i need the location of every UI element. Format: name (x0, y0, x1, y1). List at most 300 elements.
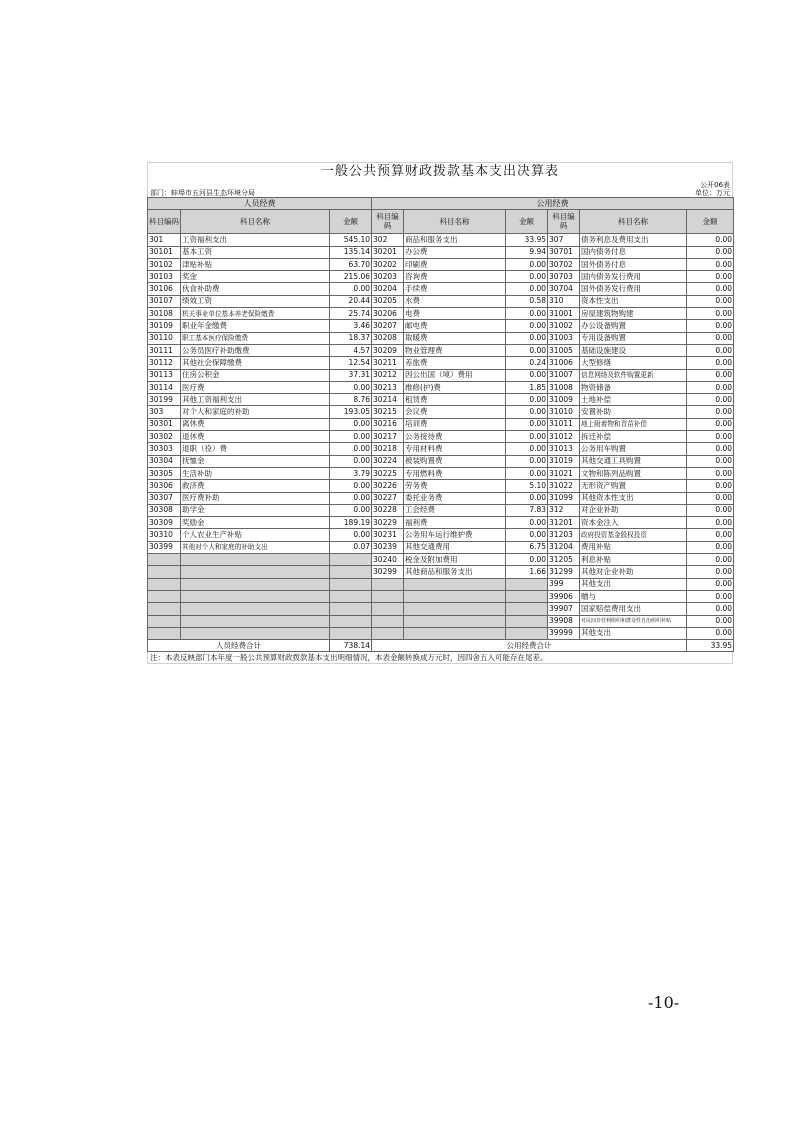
capital-amount-cell: 0.00 (687, 480, 734, 492)
capital-name-cell: 国外债务发行费用 (580, 283, 687, 295)
capital-name-cell: 其他交通工具购置 (580, 455, 687, 467)
capital-name-cell: 国内债务付息 (580, 246, 687, 258)
goods-code-cell: 30225 (372, 467, 404, 479)
capital-name-cell: 赠与 (580, 590, 687, 602)
capital-name-cell: 费用补贴 (580, 541, 687, 553)
goods-name-cell: 租赁费 (404, 394, 506, 406)
capital-amount-cell: 0.00 (687, 529, 734, 541)
goods-amount-cell: 0.00 (506, 332, 548, 344)
personnel-name-cell: 其他社会保障缴费 (181, 357, 330, 369)
goods-code-cell: 30206 (372, 308, 404, 320)
goods-name-cell (404, 627, 506, 639)
personnel-code-cell: 30309 (148, 517, 181, 529)
personnel-total-label: 人员经费合计 (148, 640, 330, 652)
personnel-name-cell: 生活补助 (181, 467, 330, 479)
personnel-amount-cell: 0.00 (330, 418, 372, 430)
table-row (148, 308, 734, 320)
capital-code-cell: 31205 (548, 554, 580, 566)
goods-code-cell: 30229 (372, 517, 404, 529)
personnel-amount-cell: 0.00 (330, 283, 372, 295)
personnel-code-cell: 30301 (148, 418, 181, 430)
personnel-name-cell: 抚恤金 (181, 455, 330, 467)
personnel-amount-cell: 135.14 (330, 246, 372, 258)
capital-name-cell: 土地补偿 (580, 394, 687, 406)
personnel-code-cell: 30109 (148, 320, 181, 332)
personnel-code-cell: 30308 (148, 504, 181, 516)
col-header-code: 科目编码 (548, 210, 580, 234)
capital-amount-cell: 0.00 (687, 492, 734, 504)
expenditure-sheet (147, 162, 733, 664)
goods-amount-cell (506, 615, 548, 627)
goods-amount-cell: 0.58 (506, 295, 548, 307)
capital-amount-cell: 0.00 (687, 590, 734, 602)
capital-name-cell: 公务用车购置 (580, 443, 687, 455)
personnel-name-cell: 医疗费补助 (181, 492, 330, 504)
personnel-name-cell: 住房公积金 (181, 369, 330, 381)
capital-name-cell: 国外债务付息 (580, 258, 687, 270)
goods-amount-cell: 1.66 (506, 566, 548, 578)
table-row (148, 283, 734, 295)
goods-code-cell: 30209 (372, 344, 404, 356)
capital-code-cell: 39907 (548, 603, 580, 615)
goods-name-cell (404, 578, 506, 590)
personnel-name-cell (181, 627, 330, 639)
capital-code-cell: 31008 (548, 381, 580, 393)
personnel-code-cell: 30307 (148, 492, 181, 504)
table-row (148, 431, 734, 443)
goods-code-cell: 30211 (372, 357, 404, 369)
personnel-code-cell: 30399 (148, 541, 181, 553)
personnel-amount-cell (330, 578, 372, 590)
capital-code-cell: 310 (548, 295, 580, 307)
capital-amount-cell: 0.00 (687, 566, 734, 578)
table-row (148, 320, 734, 332)
goods-code-cell (372, 590, 404, 602)
goods-amount-cell: 5.10 (506, 480, 548, 492)
capital-code-cell: 31022 (548, 480, 580, 492)
goods-amount-cell: 0.00 (506, 455, 548, 467)
table-row (148, 603, 734, 615)
table-row (148, 271, 734, 283)
personnel-name-cell: 其他工资福利支出 (181, 394, 330, 406)
personnel-name-cell: 助学金 (181, 504, 330, 516)
personnel-name-cell: 伙食补助费 (181, 283, 330, 295)
capital-name-cell: 国内债务发行费用 (580, 271, 687, 283)
capital-amount-cell: 0.00 (687, 308, 734, 320)
personnel-amount-cell: 0.00 (330, 504, 372, 516)
goods-amount-cell: 0.00 (506, 418, 548, 430)
goods-code-cell: 30205 (372, 295, 404, 307)
goods-name-cell: 被装购置费 (404, 455, 506, 467)
col-header-amount: 金额 (506, 210, 548, 234)
personnel-code-cell: 30199 (148, 394, 181, 406)
goods-amount-cell: 1.85 (506, 381, 548, 393)
personnel-amount-cell: 0.00 (330, 431, 372, 443)
capital-name-cell: 其他资本性支出 (580, 492, 687, 504)
personnel-code-cell: 30303 (148, 443, 181, 455)
personnel-amount-cell: 3.79 (330, 467, 372, 479)
capital-code-cell: 31003 (548, 332, 580, 344)
goods-name-cell: 手续费 (404, 283, 506, 295)
table-row (148, 566, 734, 578)
personnel-amount-cell: 0.00 (330, 443, 372, 455)
goods-name-cell: 电费 (404, 308, 506, 320)
table-row (148, 455, 734, 467)
goods-code-cell: 30216 (372, 418, 404, 430)
goods-name-cell (404, 603, 506, 615)
goods-code-cell: 30218 (372, 443, 404, 455)
capital-code-cell: 31019 (548, 455, 580, 467)
goods-amount-cell: 0.00 (506, 344, 548, 356)
goods-code-cell: 30213 (372, 381, 404, 393)
personnel-name-cell: 工资福利支出 (181, 234, 330, 246)
personnel-amount-cell (330, 615, 372, 627)
goods-amount-cell: 7.83 (506, 504, 548, 516)
capital-name-cell: 无形资产购置 (580, 480, 687, 492)
col-header-amount: 金额 (330, 210, 372, 234)
capital-code-cell: 31009 (548, 394, 580, 406)
col-header-name: 科目名称 (580, 210, 687, 234)
col-header-amount: 金额 (687, 210, 734, 234)
table-row (148, 480, 734, 492)
goods-name-cell: 其他交通费用 (404, 541, 506, 553)
goods-name-cell: 委托业务费 (404, 492, 506, 504)
table-row (148, 517, 734, 529)
goods-code-cell: 30226 (372, 480, 404, 492)
goods-amount-cell: 0.00 (506, 369, 548, 381)
goods-name-cell: 差旅费 (404, 357, 506, 369)
capital-amount-cell: 0.00 (687, 431, 734, 443)
personnel-name-cell: 职工基本医疗保险缴费 (181, 332, 330, 344)
goods-name-cell: 公务接待费 (404, 431, 506, 443)
capital-code-cell: 31021 (548, 467, 580, 479)
capital-amount-cell: 0.00 (687, 554, 734, 566)
table-row (148, 332, 734, 344)
goods-amount-cell: 0.00 (506, 492, 548, 504)
goods-name-cell: 印刷费 (404, 258, 506, 270)
personnel-amount-cell: 215.06 (330, 271, 372, 283)
goods-amount-cell: 0.00 (506, 308, 548, 320)
goods-code-cell: 30299 (372, 566, 404, 578)
capital-name-cell: 资本金注入 (580, 517, 687, 529)
goods-amount-cell (506, 578, 548, 590)
goods-name-cell (404, 615, 506, 627)
capital-code-cell: 31299 (548, 566, 580, 578)
capital-code-cell: 399 (548, 578, 580, 590)
table-row (148, 627, 734, 639)
goods-amount-cell: 0.00 (506, 394, 548, 406)
capital-amount-cell: 0.00 (687, 406, 734, 418)
goods-code-cell: 30208 (372, 332, 404, 344)
table-row (148, 295, 734, 307)
personnel-amount-cell (330, 590, 372, 602)
goods-name-cell: 专用燃料费 (404, 467, 506, 479)
capital-code-cell: 312 (548, 504, 580, 516)
unit-label: 单位：万元 (695, 189, 730, 197)
goods-code-cell: 302 (372, 234, 404, 246)
goods-name-cell: 物业管理费 (404, 344, 506, 356)
goods-amount-cell: 0.00 (506, 517, 548, 529)
table-row (148, 578, 734, 590)
personnel-name-cell (181, 578, 330, 590)
goods-code-cell (372, 603, 404, 615)
goods-amount-cell: 6.75 (506, 541, 548, 553)
personnel-amount-cell: 0.00 (330, 381, 372, 393)
capital-amount-cell: 0.00 (687, 443, 734, 455)
goods-code-cell (372, 627, 404, 639)
personnel-code-cell (148, 603, 181, 615)
department-label: 部门：蚌埠市五河县生态环境分局 (150, 189, 255, 197)
capital-amount-cell: 0.00 (687, 344, 734, 356)
personnel-amount-cell: 25.74 (330, 308, 372, 320)
personnel-code-cell (148, 590, 181, 602)
capital-name-cell: 地上附着物和青苗补偿 (580, 418, 687, 430)
personnel-code-cell (148, 566, 181, 578)
personnel-name-cell: 离休费 (181, 418, 330, 430)
capital-code-cell: 31002 (548, 320, 580, 332)
capital-name-cell: 办公设备购置 (580, 320, 687, 332)
personnel-code-cell (148, 627, 181, 639)
capital-code-cell: 31203 (548, 529, 580, 541)
personnel-amount-cell: 8.76 (330, 394, 372, 406)
personnel-code-cell (148, 554, 181, 566)
goods-code-cell: 30224 (372, 455, 404, 467)
personnel-code-cell: 301 (148, 234, 181, 246)
table-row (148, 504, 734, 516)
personnel-amount-cell: 20.44 (330, 295, 372, 307)
capital-name-cell: 拆迁补偿 (580, 431, 687, 443)
personnel-name-cell: 退休费 (181, 431, 330, 443)
personnel-amount-cell (330, 566, 372, 578)
personnel-total-value: 738.14 (330, 640, 372, 652)
personnel-name-cell: 对个人和家庭的补助 (181, 406, 330, 418)
goods-amount-cell: 9.94 (506, 246, 548, 258)
table-row (148, 357, 734, 369)
capital-amount-cell: 0.00 (687, 615, 734, 627)
goods-code-cell: 30239 (372, 541, 404, 553)
capital-code-cell: 31001 (548, 308, 580, 320)
personnel-name-cell: 奖励金 (181, 517, 330, 529)
goods-amount-cell: 0.00 (506, 258, 548, 270)
capital-amount-cell: 0.00 (687, 357, 734, 369)
goods-amount-cell: 0.00 (506, 431, 548, 443)
goods-amount-cell: 0.24 (506, 357, 548, 369)
goods-amount-cell: 0.00 (506, 529, 548, 541)
table-row (148, 529, 734, 541)
capital-name-cell: 信息网络及软件购置更新 (580, 369, 687, 381)
personnel-amount-cell: 0.00 (330, 492, 372, 504)
capital-amount-cell: 0.00 (687, 418, 734, 430)
personnel-code-cell: 30304 (148, 455, 181, 467)
capital-code-cell: 31012 (548, 431, 580, 443)
table-row (148, 541, 734, 553)
goods-code-cell: 30207 (372, 320, 404, 332)
capital-amount-cell: 0.00 (687, 295, 734, 307)
personnel-amount-cell: 37.31 (330, 369, 372, 381)
table-row (148, 615, 734, 627)
personnel-amount-cell: 0.00 (330, 529, 372, 541)
personnel-amount-cell: 4.57 (330, 344, 372, 356)
capital-amount-cell: 0.00 (687, 369, 734, 381)
personnel-code-cell: 30107 (148, 295, 181, 307)
capital-name-cell: 对企业补助 (580, 504, 687, 516)
goods-name-cell: 福利费 (404, 517, 506, 529)
capital-amount-cell: 0.00 (687, 504, 734, 516)
capital-amount-cell: 0.00 (687, 271, 734, 283)
personnel-code-cell: 30101 (148, 246, 181, 258)
table-row (148, 554, 734, 566)
personnel-code-cell (148, 578, 181, 590)
goods-code-cell: 30201 (372, 246, 404, 258)
goods-name-cell: 商品和服务支出 (404, 234, 506, 246)
goods-name-cell: 其他商品和服务支出 (404, 566, 506, 578)
goods-code-cell: 30203 (372, 271, 404, 283)
table-row (148, 381, 734, 393)
table-row (148, 234, 734, 246)
footnote: 注：本表反映部门本年度一般公共预算财政拨款基本支出明细情况，本表金额转换成万元时，因四舍五入可能存在尾差。 (147, 652, 733, 664)
personnel-amount-cell: 63.70 (330, 258, 372, 270)
personnel-name-cell: 退职（役）费 (181, 443, 330, 455)
capital-amount-cell: 0.00 (687, 627, 734, 639)
goods-name-cell: 咨询费 (404, 271, 506, 283)
goods-name-cell: 公务用车运行维护费 (404, 529, 506, 541)
personnel-name-cell: 救济费 (181, 480, 330, 492)
public-total-label: 公用经费合计 (372, 640, 687, 652)
capital-amount-cell: 0.00 (687, 517, 734, 529)
goods-amount-cell (506, 627, 548, 639)
capital-name-cell: 大型修缮 (580, 357, 687, 369)
capital-code-cell: 30704 (548, 283, 580, 295)
capital-name-cell: 其他对企业补助 (580, 566, 687, 578)
personnel-name-cell: 个人农业生产补贴 (181, 529, 330, 541)
personnel-amount-cell: 18.37 (330, 332, 372, 344)
personnel-name-cell: 基本工资 (181, 246, 330, 258)
capital-code-cell: 31005 (548, 344, 580, 356)
personnel-amount-cell: 189.19 (330, 517, 372, 529)
goods-code-cell (372, 615, 404, 627)
capital-code-cell: 31010 (548, 406, 580, 418)
goods-name-cell: 邮电费 (404, 320, 506, 332)
personnel-amount-cell: 545.10 (330, 234, 372, 246)
goods-code-cell: 30231 (372, 529, 404, 541)
capital-name-cell: 安置补助 (580, 406, 687, 418)
goods-name-cell (404, 590, 506, 602)
personnel-code-cell: 30310 (148, 529, 181, 541)
capital-code-cell: 31204 (548, 541, 580, 553)
goods-code-cell (372, 578, 404, 590)
capital-amount-cell: 0.00 (687, 467, 734, 479)
personnel-amount-cell (330, 603, 372, 615)
capital-amount-cell: 0.00 (687, 541, 734, 553)
capital-name-cell: 资本性支出 (580, 295, 687, 307)
capital-code-cell: 31201 (548, 517, 580, 529)
personnel-code-cell: 30102 (148, 258, 181, 270)
capital-name-cell: 文物和陈列品购置 (580, 467, 687, 479)
personnel-name-cell (181, 554, 330, 566)
capital-code-cell: 31099 (548, 492, 580, 504)
table-row (148, 443, 734, 455)
personnel-amount-cell: 3.46 (330, 320, 372, 332)
capital-name-cell: 物资储备 (580, 381, 687, 393)
personnel-code-cell: 30108 (148, 308, 181, 320)
personnel-amount-cell (330, 554, 372, 566)
goods-code-cell: 30217 (372, 431, 404, 443)
form-code: 公开06表 (700, 181, 730, 189)
goods-amount-cell: 0.00 (506, 467, 548, 479)
goods-code-cell: 30240 (372, 554, 404, 566)
capital-amount-cell: 0.00 (687, 381, 734, 393)
table-row (148, 344, 734, 356)
goods-code-cell: 30204 (372, 283, 404, 295)
capital-code-cell: 30701 (548, 246, 580, 258)
goods-name-cell: 税金及附加费用 (404, 554, 506, 566)
personnel-name-cell: 奖金 (181, 271, 330, 283)
capital-name-cell: 国家赔偿费用支出 (580, 603, 687, 615)
col-header-code: 科目编码 (372, 210, 404, 234)
group-personnel: 人员经费 (148, 198, 372, 210)
goods-name-cell: 水费 (404, 295, 506, 307)
capital-code-cell: 39908 (548, 615, 580, 627)
personnel-code-cell (148, 615, 181, 627)
goods-name-cell: 工会经费 (404, 504, 506, 516)
capital-amount-cell: 0.00 (687, 332, 734, 344)
personnel-amount-cell: 193.05 (330, 406, 372, 418)
capital-amount-cell: 0.00 (687, 283, 734, 295)
capital-amount-cell: 0.00 (687, 258, 734, 270)
goods-code-cell: 30227 (372, 492, 404, 504)
personnel-name-cell: 职业年金缴费 (181, 320, 330, 332)
personnel-name-cell: 津贴补贴 (181, 258, 330, 270)
capital-name-cell: 其他支出 (580, 627, 687, 639)
table-row (148, 467, 734, 479)
personnel-name-cell (181, 590, 330, 602)
capital-code-cell: 30702 (548, 258, 580, 270)
personnel-name-cell: 医疗费 (181, 381, 330, 393)
capital-name-cell: 房屋建筑物购建 (580, 308, 687, 320)
table-row (148, 369, 734, 381)
goods-amount-cell (506, 603, 548, 615)
table-row (148, 590, 734, 602)
personnel-name-cell: 绩效工资 (181, 295, 330, 307)
capital-name-cell: 债务利息及费用支出 (580, 234, 687, 246)
goods-code-cell: 30202 (372, 258, 404, 270)
goods-name-cell: 会议费 (404, 406, 506, 418)
personnel-name-cell: 公务员医疗补助缴费 (181, 344, 330, 356)
expenditure-table (147, 197, 734, 652)
goods-amount-cell: 0.00 (506, 320, 548, 332)
personnel-code-cell: 30103 (148, 271, 181, 283)
capital-code-cell: 31007 (548, 369, 580, 381)
personnel-amount-cell: 0.07 (330, 541, 372, 553)
personnel-name-cell: 机关事业单位基本养老保险缴费 (181, 308, 330, 320)
public-total-value: 33.95 (687, 640, 734, 652)
goods-amount-cell: 0.00 (506, 554, 548, 566)
goods-code-cell: 30228 (372, 504, 404, 516)
goods-name-cell: 因公出国（境）费用 (404, 369, 506, 381)
personnel-amount-cell: 0.00 (330, 480, 372, 492)
capital-name-cell: 政府投资基金股权投资 (580, 529, 687, 541)
capital-amount-cell: 0.00 (687, 246, 734, 258)
col-header-name: 科目名称 (404, 210, 506, 234)
col-header-name: 科目名称 (181, 210, 330, 234)
table-row (148, 246, 734, 258)
table-title: 一般公共预算财政拨款基本支出决算表 (147, 162, 733, 181)
capital-name-cell: 其他支出 (580, 578, 687, 590)
personnel-code-cell: 30306 (148, 480, 181, 492)
personnel-code-cell: 30112 (148, 357, 181, 369)
goods-amount-cell: 33.95 (506, 234, 548, 246)
table-row (148, 418, 734, 430)
